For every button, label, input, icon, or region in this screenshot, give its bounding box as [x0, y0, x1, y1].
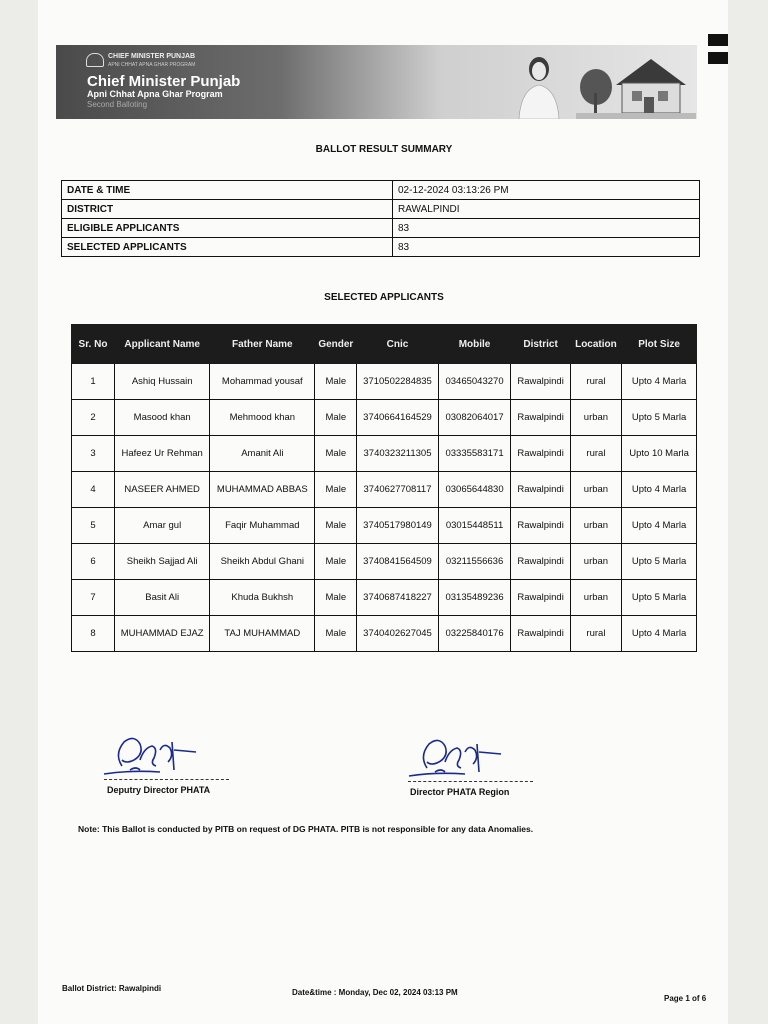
summary-table: [61, 180, 700, 257]
cnic-cell: 3710502284835: [357, 364, 438, 400]
table-row: [62, 238, 700, 257]
mobile-cell: 03015448511: [438, 508, 511, 544]
gender-cell: Male: [315, 616, 357, 652]
table-row: [72, 364, 697, 400]
district-cell: Rawalpindi: [511, 400, 570, 436]
district-cell: Rawalpindi: [511, 580, 570, 616]
table-row: [72, 508, 697, 544]
applicant-name-cell: Sheikh Sajjad Ali: [115, 544, 210, 580]
summary-value: 02-12-2024 03:13:26 PM: [393, 181, 700, 200]
location-cell: urban: [570, 400, 621, 436]
table-row: [72, 400, 697, 436]
sr-no-cell: 6: [72, 544, 115, 580]
plot-size-cell: Upto 10 Marla: [622, 436, 697, 472]
page-number: Page 1 of 6: [664, 994, 707, 1003]
mobile-cell: 03225840176: [438, 616, 511, 652]
location-cell: urban: [570, 472, 621, 508]
mobile-cell: 03135489236: [438, 580, 511, 616]
banner-subtitle: Apni Chhat Apna Ghar Program: [87, 89, 223, 99]
sr-no-cell: 3: [72, 436, 115, 472]
house-icon: [576, 53, 696, 119]
logo-title: CHIEF MINISTER PUNJAB: [108, 53, 196, 60]
column-header: Location: [570, 325, 621, 364]
signature-line-left: [104, 779, 229, 780]
district-cell: Rawalpindi: [511, 472, 570, 508]
father-name-cell: Amanit Ali: [210, 436, 315, 472]
signature-label-right: Director PHATA Region: [410, 787, 510, 797]
mobile-cell: 03335583171: [438, 436, 511, 472]
father-name-cell: Mohammad yousaf: [210, 364, 315, 400]
location-cell: urban: [570, 508, 621, 544]
mobile-cell: 03465043270: [438, 364, 511, 400]
district-cell: Rawalpindi: [511, 508, 570, 544]
summary-heading: BALLOT RESULT SUMMARY: [315, 144, 453, 155]
sr-no-cell: 2: [72, 400, 115, 436]
applicant-name-cell: Hafeez Ur Rehman: [115, 436, 210, 472]
table-row: [72, 616, 697, 652]
signature-label-left: Deputry Director PHATA: [107, 785, 211, 795]
summary-label: ELIGIBLE APPLICANTS: [62, 219, 393, 238]
district-cell: Rawalpindi: [511, 544, 570, 580]
disclaimer-note: Note: This Ballot is conducted by PITB on request of DG PHATA. PITB is not responsible for any data Anomalies.: [78, 824, 534, 834]
mobile-cell: 03065644830: [438, 472, 511, 508]
column-header: Plot Size: [622, 325, 697, 364]
column-header: Father Name: [210, 325, 315, 364]
cnic-cell: 3740517980149: [357, 508, 438, 544]
cnic-cell: 3740841564509: [357, 544, 438, 580]
column-header: Cnic: [357, 325, 438, 364]
banner-title: Chief Minister Punjab: [87, 73, 241, 90]
gender-cell: Male: [315, 544, 357, 580]
gender-cell: Male: [315, 508, 357, 544]
father-name-cell: MUHAMMAD ABBAS: [210, 472, 315, 508]
table-header-row: [72, 325, 697, 364]
table-row: [62, 200, 700, 219]
table-row: [62, 181, 700, 200]
applicant-name-cell: Ashiq Hussain: [115, 364, 210, 400]
sr-no-cell: 7: [72, 580, 115, 616]
person-portrait-icon: [511, 49, 567, 119]
gender-cell: Male: [315, 472, 357, 508]
applicant-name-cell: Amar gul: [115, 508, 210, 544]
mobile-cell: 03211556636: [438, 544, 511, 580]
gender-cell: Male: [315, 364, 357, 400]
plot-size-cell: Upto 4 Marla: [622, 616, 697, 652]
header-banner: [56, 45, 697, 119]
selected-heading: SELECTED APPLICANTS: [324, 292, 444, 303]
location-cell: rural: [570, 364, 621, 400]
table-row: [62, 219, 700, 238]
father-name-cell: Khuda Bukhsh: [210, 580, 315, 616]
father-name-cell: Mehmood khan: [210, 400, 315, 436]
sr-no-cell: 1: [72, 364, 115, 400]
gender-cell: Male: [315, 580, 357, 616]
column-header: Gender: [315, 325, 357, 364]
district-cell: Rawalpindi: [511, 364, 570, 400]
signature-right: [405, 732, 515, 784]
table-row: [72, 472, 697, 508]
father-name-cell: Sheikh Abdul Ghani: [210, 544, 315, 580]
plot-size-cell: Upto 4 Marla: [622, 364, 697, 400]
banner-tagline: Second Balloting: [87, 100, 148, 109]
signature-line-right: [408, 781, 533, 782]
corner-mark: [708, 34, 728, 64]
applicant-name-cell: Masood khan: [115, 400, 210, 436]
logo-subtitle: APNI CHHAT APNA GHAR PROGRAM: [108, 62, 196, 68]
plot-size-cell: Upto 5 Marla: [622, 544, 697, 580]
table-row: [72, 544, 697, 580]
summary-value: 83: [393, 238, 700, 257]
summary-label: DATE & TIME: [62, 181, 393, 200]
column-header: District: [511, 325, 570, 364]
summary-value: 83: [393, 219, 700, 238]
applicant-name-cell: Basit Ali: [115, 580, 210, 616]
cnic-cell: 3740323211305: [357, 436, 438, 472]
table-row: [72, 580, 697, 616]
father-name-cell: TAJ MUHAMMAD: [210, 616, 315, 652]
mobile-cell: 03082064017: [438, 400, 511, 436]
plot-size-cell: Upto 5 Marla: [622, 400, 697, 436]
father-name-cell: Faqir Muhammad: [210, 508, 315, 544]
cnic-cell: 3740402627045: [357, 616, 438, 652]
table-row: [72, 436, 697, 472]
location-cell: urban: [570, 544, 621, 580]
plot-size-cell: Upto 4 Marla: [622, 472, 697, 508]
sr-no-cell: 5: [72, 508, 115, 544]
column-header: Sr. No: [72, 325, 115, 364]
applicant-name-cell: NASEER AHMED: [115, 472, 210, 508]
column-header: Mobile: [438, 325, 511, 364]
location-cell: urban: [570, 580, 621, 616]
plot-size-cell: Upto 4 Marla: [622, 508, 697, 544]
gender-cell: Male: [315, 400, 357, 436]
district-cell: Rawalpindi: [511, 616, 570, 652]
sr-no-cell: 4: [72, 472, 115, 508]
location-cell: rural: [570, 616, 621, 652]
footer-district: Ballot District: Rawalpindi: [62, 984, 162, 993]
signature-left: [100, 730, 210, 782]
cnic-cell: 3740664164529: [357, 400, 438, 436]
summary-value: RAWALPINDI: [393, 200, 700, 219]
footer-datetime: Date&time : Monday, Dec 02, 2024 03:13 PM: [292, 988, 458, 997]
district-cell: Rawalpindi: [511, 436, 570, 472]
gender-cell: Male: [315, 436, 357, 472]
sr-no-cell: 8: [72, 616, 115, 652]
applicants-table: [71, 324, 697, 652]
summary-label: DISTRICT: [62, 200, 393, 219]
cnic-cell: 3740627708117: [357, 472, 438, 508]
applicant-name-cell: MUHAMMAD EJAZ: [115, 616, 210, 652]
column-header: Applicant Name: [115, 325, 210, 364]
cnic-cell: 3740687418227: [357, 580, 438, 616]
plot-size-cell: Upto 5 Marla: [622, 580, 697, 616]
location-cell: rural: [570, 436, 621, 472]
summary-label: SELECTED APPLICANTS: [62, 238, 393, 257]
program-logo-icon: [86, 53, 104, 67]
